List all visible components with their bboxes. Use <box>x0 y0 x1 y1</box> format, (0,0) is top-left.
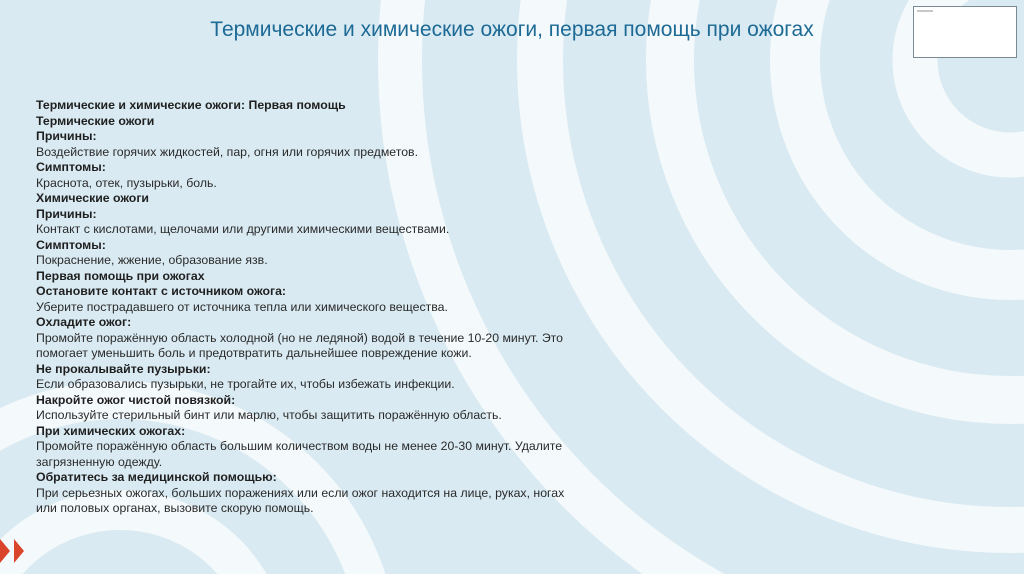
section-heading: Причины: <box>36 129 97 143</box>
slide-thumbnail[interactable] <box>913 6 1017 58</box>
double-chevron-right-icon <box>0 536 40 566</box>
section-heading: Термические ожоги <box>36 113 155 128</box>
section-heading: Охладите ожог: <box>36 315 132 329</box>
section-heading: Не прокалывайте пузырьки: <box>36 361 211 376</box>
body-text: При серьезных ожогах, больших поражениях или если ожог находится на лице, руках, ногах или половых органах, вызовите скорую помощь. <box>36 485 565 515</box>
body-text: Воздействие горячих жидкостей, пар, огня или горячих предметов. <box>36 144 419 159</box>
body-text: Покраснение, жжение, образование язв. <box>36 253 268 267</box>
thumbnail-text-line <box>917 10 933 12</box>
body-text: Уберите пострадавшего от источника тепла или химического вещества. <box>36 299 448 314</box>
slide-body <box>36 98 576 517</box>
section-heading: Симптомы: <box>36 237 106 252</box>
body-text: Промойте поражённую область холодной (но не ледяной) водой в течение 10-20 минут. Это помогает уменьшить боль и предотвратить дальнейшее повреждение кожи. <box>36 330 564 360</box>
slide-title: Термические и химические ожоги, первая помощь при ожогах <box>210 18 814 41</box>
section-heading: Химические ожоги <box>36 191 149 205</box>
body-text: Используйте стерильный бинт или марлю, чтобы защитить поражённую область. <box>36 408 502 422</box>
body-text: Промойте поражённую область большим количеством воды не менее 20-30 минут. Удалите загрязненную одежду. <box>36 439 563 469</box>
section-heading: Причины: <box>36 206 97 221</box>
section-heading: Остановите контакт с источником ожога: <box>36 284 287 298</box>
body-text: Контакт с кислотами, щелочами или другими химическими веществами. <box>36 222 450 236</box>
section-heading: При химических ожогах: <box>36 423 186 438</box>
section-heading: Обратитесь за медицинской помощью: <box>36 470 277 484</box>
body-text: Краснота, отек, пузырьки, боль. <box>36 175 217 190</box>
section-heading: Термические и химические ожоги: Первая помощь <box>36 98 346 112</box>
section-heading: Первая помощь при ожогах <box>36 268 205 283</box>
section-heading: Накройте ожог чистой повязкой: <box>36 392 236 407</box>
section-heading: Симптомы: <box>36 160 106 174</box>
body-text: Если образовались пузырьки, не трогайте их, чтобы избежать инфекции. <box>36 377 455 391</box>
